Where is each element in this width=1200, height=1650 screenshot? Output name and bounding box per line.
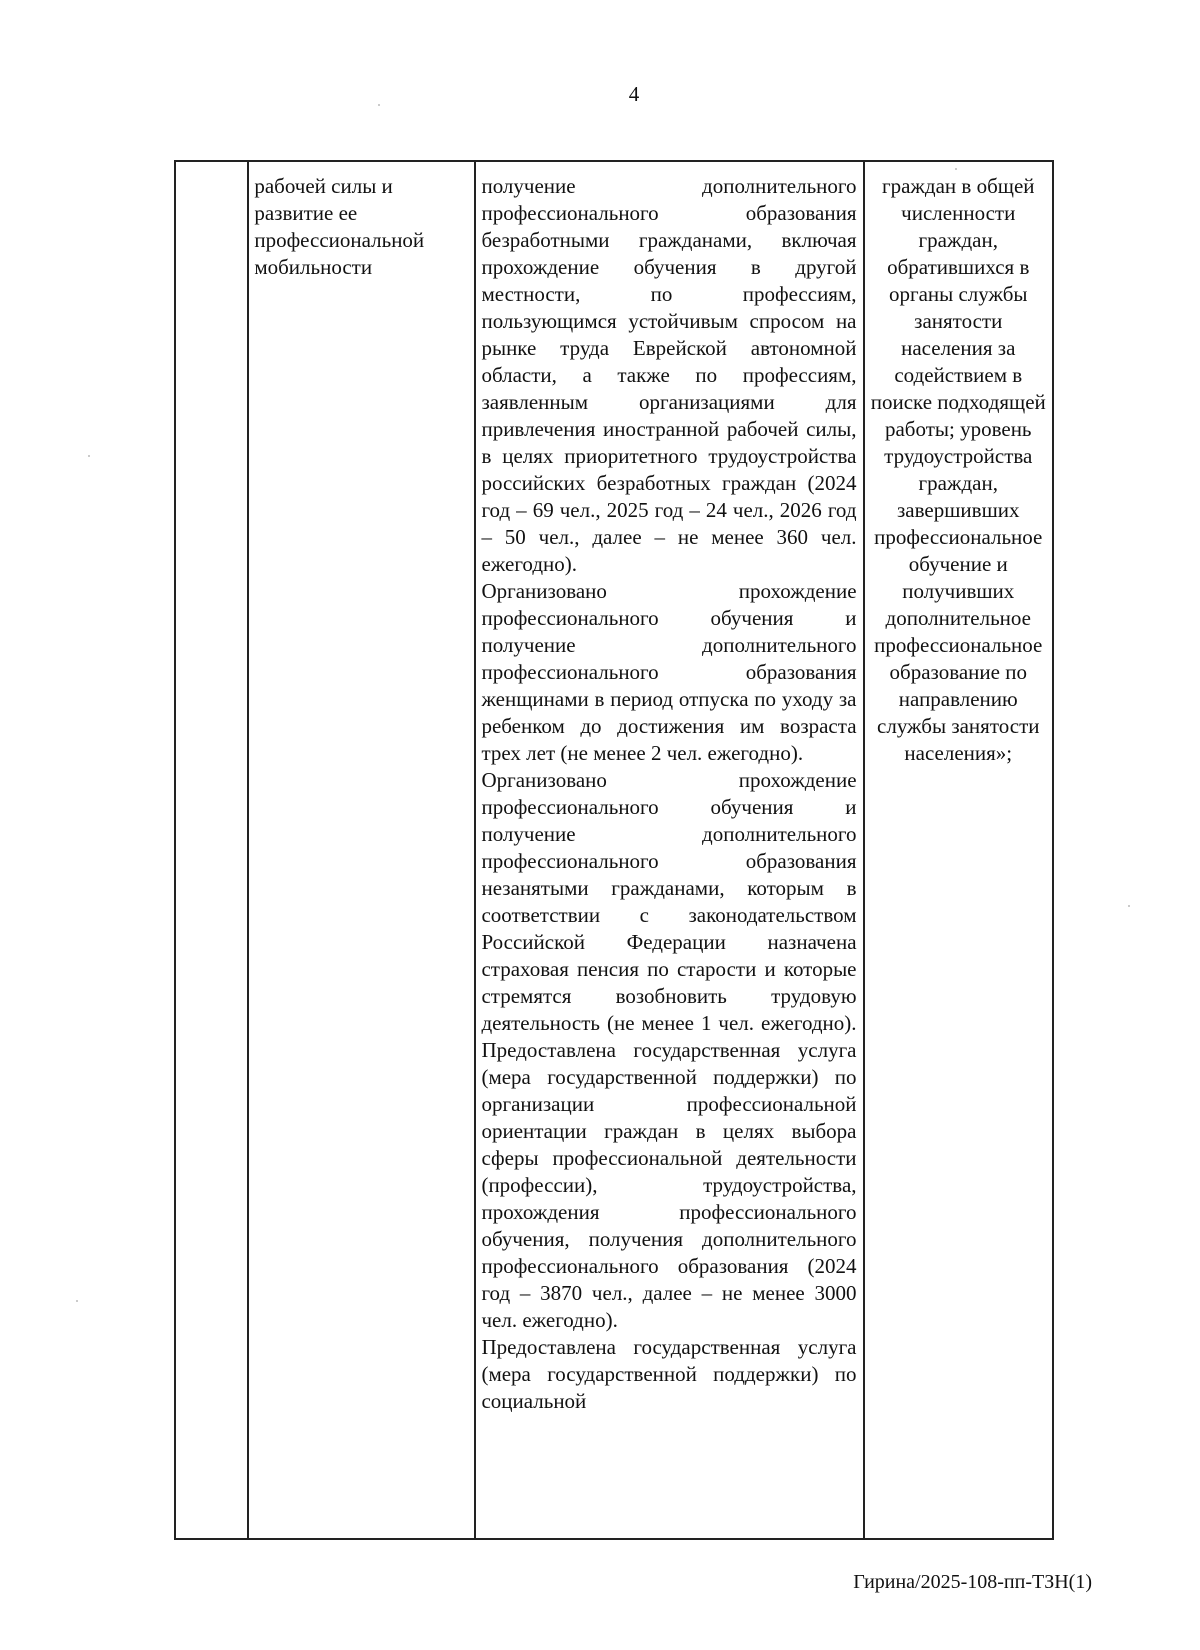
scan-speck bbox=[955, 168, 957, 170]
scan-speck bbox=[88, 455, 90, 457]
document-code: Гирина/2025-108-пп-ТЗН(1) bbox=[853, 1571, 1092, 1593]
result-paragraph: Организовано прохождение профессионального обучения и получение дополнительного профессионального образования женщинами в период отпуска по уходу за ребенком до достижения им возраста трех лет (не менее 2 чел. ежегодно). bbox=[481, 579, 857, 765]
result-paragraph: Предоставлена государственная услуга (мера государственной поддержки) по социальной bbox=[481, 1335, 857, 1413]
scan-speck bbox=[1128, 905, 1130, 907]
scan-speck bbox=[378, 104, 380, 106]
result-paragraph: Организовано прохождение профессионального обучения и получение дополнительного профессионального образования незанятыми гражданами, которым в соответствии с законодательством Российской Федерации назначена страховая пенсия по старости и которые стремятся возобновить трудовую деятельность (не менее 1 чел. ежегодно). Предоставлена государственная услуга (мера государственной поддержки) по организации профессиональной ориентации граждан в целях выбора сферы профессиональной деятельности (профессии), трудоустройства, прохождения профессионального обучения, получения дополнительного профессионального образования (2024 год – 3870 чел., далее – не менее 3000 чел. ежегодно). bbox=[481, 768, 857, 1332]
cell-number bbox=[175, 161, 248, 1539]
cell-indicators: граждан в общей численности граждан, обратившихся в органы службы занятости населения за содействием в поиске подходящей работы; уровень трудоустройства граждан, завершивших профессиональное обучение и получивших дополнительное профессиональное образование по направлению службы занятости населения»; bbox=[864, 161, 1053, 1539]
cell-task-name: рабочей силы и развитие ее профессиональной мобильности bbox=[248, 161, 475, 1539]
table-row bbox=[175, 161, 1053, 1539]
scan-speck bbox=[76, 1300, 78, 1302]
page-number: 4 bbox=[628, 82, 640, 106]
program-table bbox=[174, 160, 1054, 1540]
cell-expected-results bbox=[475, 161, 863, 1539]
result-paragraph: получение дополнительного профессионального образования безработными гражданами, включая прохождение обучения в другой местности, по профессиям, пользующимся устойчивым спросом на рынке труда Еврейской автономной области, а также по профессиям, заявленным организациями для привлечения иностранной рабочей силы, в целях приоритетного трудоустройства российских безработных граждан (2024 год – 69 чел., 2025 год – 24 чел., 2026 год – 50 чел., далее – не менее 360 чел. ежегодно). bbox=[481, 174, 857, 576]
